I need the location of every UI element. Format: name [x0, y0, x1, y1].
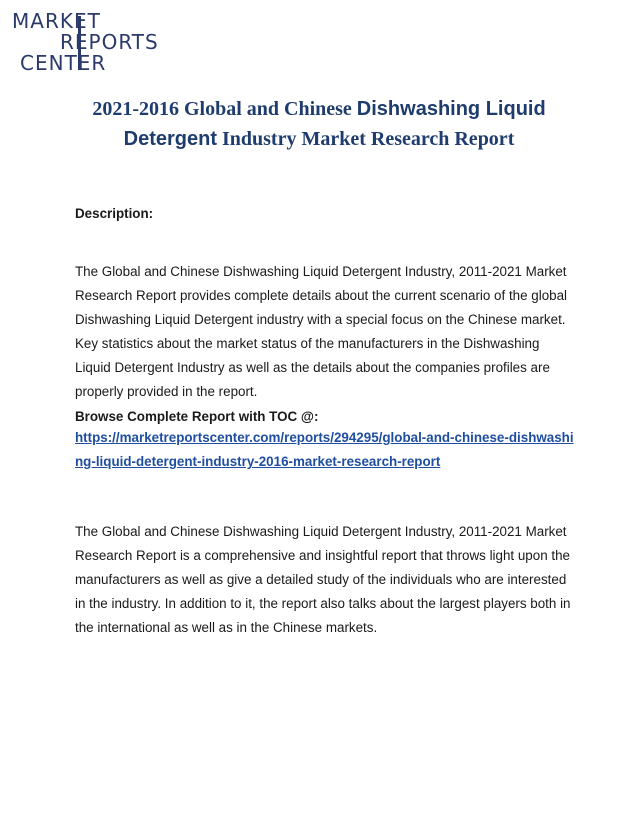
description-label: Description: [75, 206, 154, 221]
company-logo [12, 10, 162, 76]
description-paragraph-2: The Global and Chinese Dishwashing Liquid Detergent Industry, 2011-2021 Market Research Report is a comprehensive and insightful report that throws light upon the manufacturers as well as give a detailed study of the individuals who are interested in the industry. In addition to it, the report also talks about the largest players both in the international as well as in the Chinese markets. [75, 524, 571, 635]
logo-line-reports: REPORTS [60, 30, 159, 54]
logo-line-center: CENTER [20, 51, 107, 75]
description-paragraph-1: The Global and Chinese Dishwashing Liquid Detergent Industry, 2011-2021 Market Research Report provides complete details about the current scenario of the global Dishwashing Liquid Detergent industry with a special focus on the Chinese market. Key statistics about the market status of the manufacturers in the Dishwashing Liquid Detergent Industry as well as the details about the companies profiles are properly provided in the report. [75, 264, 568, 399]
report-title [60, 94, 578, 154]
browse-report-label: Browse Complete Report with TOC @: [75, 409, 319, 424]
title-part-1: 2021-2016 Global and Chinese [92, 98, 357, 120]
logo-line-market: MARKET [12, 9, 101, 33]
title-part-2: Dishwashing Liquid Detergent [123, 98, 546, 150]
title-part-3: Industry Market Research Report [216, 128, 515, 150]
report-link[interactable]: https://marketreportscenter.com/reports/294295/global-and-chinese-dishwashing-liquid-detergent-industry-2016-market-research-report [75, 430, 574, 469]
